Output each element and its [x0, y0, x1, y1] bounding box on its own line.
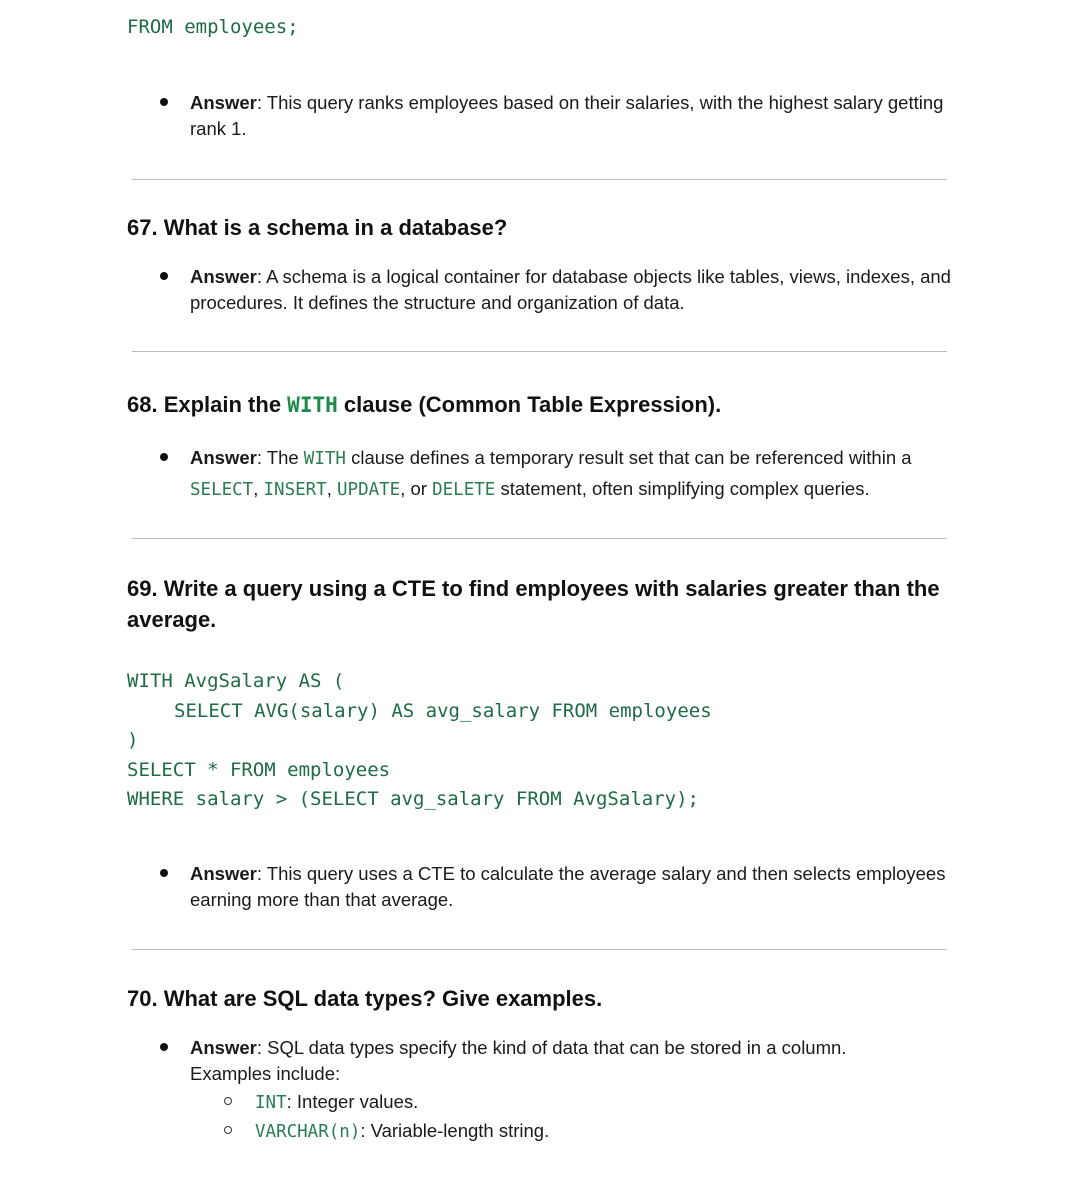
answer-label: Answer: [190, 863, 257, 884]
answer-67: [190, 264, 960, 316]
code-block-top: [127, 13, 299, 43]
answer-70: [190, 1035, 890, 1087]
answer-label: Answer: [190, 1037, 257, 1058]
title-code: WITH: [287, 393, 338, 417]
sub-bullet-icon: [224, 1126, 232, 1134]
inline-code: UPDATE: [337, 480, 401, 500]
question-67-title: 67. What is a schema in a database?: [127, 215, 508, 240]
inline-code: INSERT: [263, 480, 327, 500]
answer-66: [190, 90, 960, 142]
sub-bullet-icon: [224, 1097, 232, 1105]
code-block-cte: [127, 667, 712, 815]
divider: [132, 538, 947, 539]
code-line: WHERE salary > (SELECT avg_salary FROM AvgSalary);: [127, 788, 699, 810]
question-70-title: 70. What are SQL data types? Give examples.: [127, 986, 603, 1011]
answer-text: ,: [253, 478, 264, 499]
example-item: [255, 1118, 955, 1145]
answer-text: ,: [326, 478, 337, 499]
question-69-title: 69. Write a query using a CTE to find employees with salaries greater than the average.: [127, 576, 940, 632]
example-text: : Variable-length string.: [360, 1120, 550, 1141]
bullet-icon: [160, 98, 168, 106]
code-line: SELECT AVG(salary) AS avg_salary FROM employees: [174, 699, 712, 722]
example-item: [255, 1089, 955, 1116]
inline-code: SELECT: [190, 480, 254, 500]
bullet-icon: [160, 272, 168, 280]
inline-code: WITH: [303, 449, 346, 469]
inline-code: DELETE: [432, 480, 496, 500]
bullet-icon: [160, 869, 168, 877]
code-line: WITH AvgSalary AS (: [127, 670, 345, 692]
answer-69: [190, 861, 960, 913]
example-text: : Integer values.: [286, 1091, 419, 1112]
code-line: ): [127, 729, 139, 751]
answer-label: Answer: [190, 92, 257, 113]
code-line: SELECT * FROM employees: [127, 758, 391, 781]
inline-code: INT: [255, 1093, 287, 1113]
answer-text: : The: [256, 447, 304, 468]
divider: [132, 949, 947, 950]
answer-text: : A schema is a logical container for database objects like tables, views, indexes, and procedures. It defines the structure and organization of data.: [190, 266, 951, 313]
title-text: clause (Common Table Expression).: [337, 392, 722, 417]
divider: [132, 351, 947, 352]
answer-text: statement, often simplifying complex queries.: [495, 478, 870, 499]
bullet-icon: [160, 1043, 168, 1051]
divider: [132, 179, 947, 180]
inline-code: VARCHAR(n): [255, 1122, 361, 1142]
answer-text: : SQL data types specify the kind of data that can be stored in a column. Examples include:: [190, 1037, 847, 1084]
answer-label: Answer: [190, 266, 257, 287]
bullet-icon: [160, 453, 168, 461]
question-68-title: [127, 389, 957, 421]
answer-text: , or: [400, 478, 433, 499]
answer-text: : This query ranks employees based on their salaries, with the highest salary getting rank 1.: [190, 92, 944, 139]
answer-label: Answer: [190, 447, 257, 468]
code-line: FROM employees;: [127, 16, 299, 38]
answer-68: [190, 443, 960, 505]
answer-text: : This query uses a CTE to calculate the average salary and then selects employees earning more than that average.: [190, 863, 946, 910]
answer-text: clause defines a temporary result set that can be referenced within a: [345, 447, 912, 468]
title-text: 68. Explain the: [127, 392, 288, 417]
